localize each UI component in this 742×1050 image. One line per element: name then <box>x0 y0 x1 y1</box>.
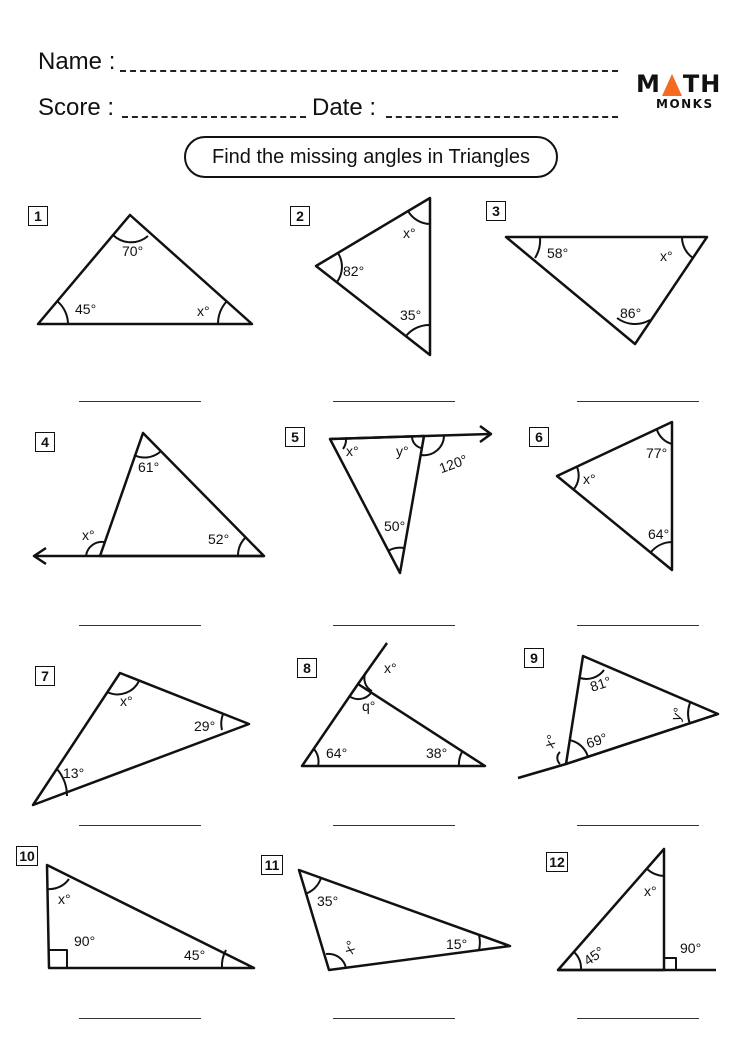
angle-label: 82° <box>343 263 365 279</box>
angle-label: x° <box>82 527 95 543</box>
triangle-7 <box>33 673 249 805</box>
angle-label: x° <box>644 883 657 899</box>
angle-label: x° <box>120 693 133 709</box>
angle-label: 15° <box>446 936 468 952</box>
angle-label: 61° <box>138 459 160 475</box>
triangle-8 <box>302 643 485 766</box>
triangle-11 <box>299 870 510 970</box>
question-number-7: 7 <box>35 666 55 686</box>
angle-label: 45° <box>580 943 608 969</box>
triangle-3 <box>506 237 707 344</box>
logo-text-right: TH <box>682 70 722 98</box>
angle-label: 45° <box>75 301 97 317</box>
angle-label: 90° <box>74 933 96 949</box>
triangle-4 <box>34 433 264 564</box>
angle-label: 13° <box>63 765 85 781</box>
angle-label: x° <box>197 303 210 319</box>
triangle-5 <box>330 426 491 573</box>
question-number-10: 10 <box>16 846 38 866</box>
angle-label: x° <box>660 248 673 264</box>
angle-label: 58° <box>547 245 569 261</box>
question-number-3: 3 <box>486 201 506 221</box>
score-label: Score : <box>38 94 115 121</box>
angle-label: 90° <box>680 940 702 956</box>
name-label: Name : <box>38 48 116 75</box>
angle-label: 52° <box>208 531 230 547</box>
angle-label: y° <box>396 443 409 459</box>
question-number-4: 4 <box>35 432 55 452</box>
date-label: Date : <box>312 94 377 121</box>
question-number-2: 2 <box>290 206 310 226</box>
angle-label: 77° <box>646 445 668 461</box>
question-number-6: 6 <box>529 427 549 447</box>
angle-label: 70° <box>122 243 144 259</box>
triangle-12 <box>558 849 716 970</box>
angle-label: 45° <box>184 947 206 963</box>
angle-label: x° <box>346 443 359 459</box>
angle-label: 35° <box>400 307 422 323</box>
angle-label: 69° <box>584 729 610 752</box>
angle-label: 64° <box>648 526 670 542</box>
question-number-5: 5 <box>285 427 305 447</box>
angle-label: x° <box>540 732 561 750</box>
triangle-2 <box>316 198 430 355</box>
triangle-9 <box>518 656 718 778</box>
angle-label: x° <box>403 225 416 241</box>
angle-label: 35° <box>317 893 339 909</box>
angle-label: x° <box>583 471 596 487</box>
angle-label: x° <box>58 891 71 907</box>
angle-label: 29° <box>194 718 216 734</box>
question-number-12: 12 <box>546 852 568 872</box>
question-number-9: 9 <box>524 648 544 668</box>
worksheet-title: Find the missing angles in Triangles <box>184 136 558 178</box>
question-number-8: 8 <box>297 658 317 678</box>
triangle-1 <box>38 215 252 324</box>
angle-label: 64° <box>326 745 348 761</box>
question-number-11: 11 <box>261 855 283 875</box>
angle-label: x° <box>340 938 360 956</box>
angle-label: 38° <box>426 745 448 761</box>
angle-label: 120° <box>436 451 470 477</box>
question-number-1: 1 <box>28 206 48 226</box>
logo-text-left: M <box>636 70 661 98</box>
angle-label: y° <box>667 705 687 723</box>
angle-label: q° <box>362 698 376 714</box>
angle-label: 50° <box>384 518 406 534</box>
logo-subtext: MONKS <box>656 97 714 111</box>
angle-label: 81° <box>588 672 614 695</box>
triangle-10 <box>47 865 254 968</box>
angle-label: 86° <box>620 305 642 321</box>
triangle-6 <box>557 422 672 570</box>
angle-label: x° <box>384 660 397 676</box>
